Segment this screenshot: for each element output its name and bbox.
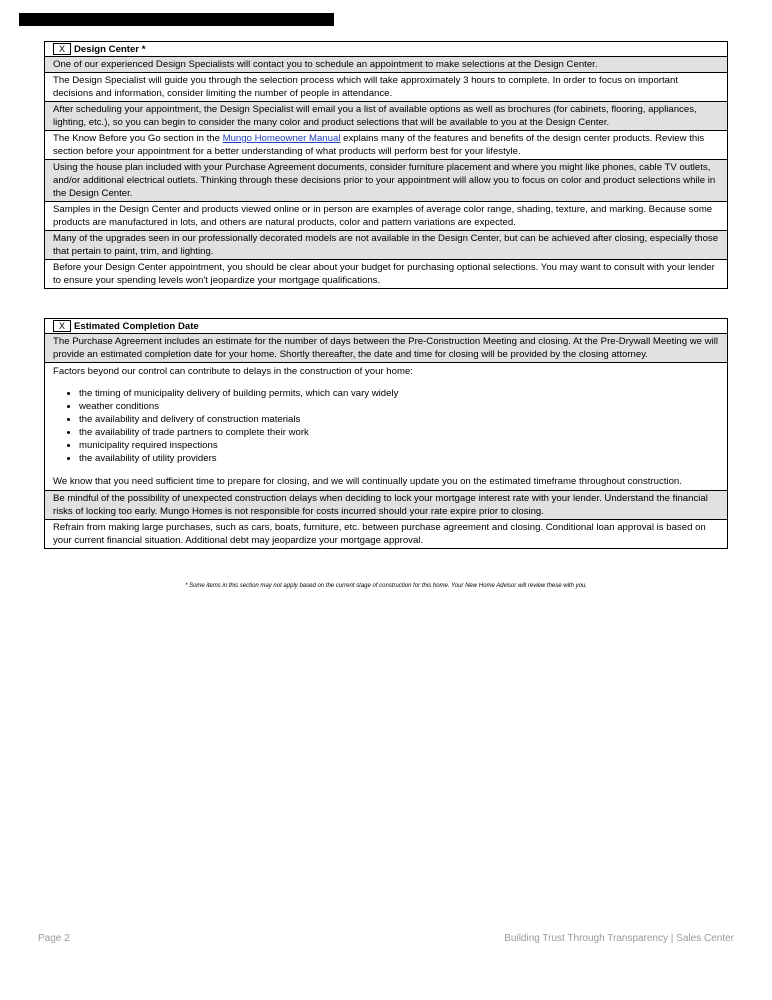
page-number: Page 2 — [38, 933, 70, 944]
design-center-header — [45, 42, 727, 56]
completion-header — [45, 319, 727, 333]
design-center-row: After scheduling your appointment, the Design Specialist will email you a list of available options as well as brochures (for cabinets, flooring, appliances, lighting, etc.), so you can begin to consider the many color and product selections that will be available to you at the Design Center. — [45, 101, 727, 130]
design-center-row: Before your Design Center appointment, you should be clear about your budget for purchasing optional selections. You may want to consult with your lender to ensure your spending levels won't jeopardize your mortgage qualifications. — [45, 259, 727, 288]
completion-row: Be mindful of the possibility of unexpected construction delays when deciding to lock your mortgage interest rate with your lender. Understand the financial risks of locking too early. Mungo Homes is not responsible for costs incurred should your rate expire prior to closing. — [45, 490, 727, 519]
completion-row: Refrain from making large purchases, such as cars, boats, furniture, etc. between purchase agreement and closing. Conditional loan approval is based on your current financial situation. Additional debt may jeopardize your mortgage approval. — [45, 519, 727, 548]
completion-row: The Purchase Agreement includes an estimate for the number of days between the Pre-Construction Meeting and closing. At the Pre-Drywall Meeting we will provide an estimated completion date for your home. Shortly thereafter, the date and time for closing will be provided by the closing attorney. — [45, 333, 727, 362]
list-item: • the availability of utility providers — [79, 452, 720, 465]
completion-title: Estimated Completion Date — [74, 320, 199, 332]
design-center-section — [44, 41, 728, 289]
list-item: • municipality required inspections — [79, 439, 720, 452]
factors-outro: We know that you need sufficient time to prepare for closing, and we will continually update you on the estimated timeframe throughout construction. — [53, 476, 682, 487]
redaction-bar — [19, 13, 334, 26]
list-item: • the availability and delivery of construction materials — [79, 413, 720, 426]
factors-intro: Factors beyond our control can contribute to delays in the construction of your home: — [53, 366, 413, 377]
footer-tagline: Building Trust Through Transparency | Sales Center — [504, 933, 734, 944]
design-center-row: One of our experienced Design Specialists will contact you to schedule an appointment to make selections at the Design Center. — [45, 56, 727, 72]
footnote: * Some items in this section may not apply based on the current stage of construction for this home. Your New Home Advisor will review these with you. — [185, 583, 587, 589]
factors-row — [45, 362, 727, 490]
design-center-row: The Design Specialist will guide you through the selection process which will take approximately 3 hours to complete. In order to focus on important decisions and information, consider limiting the number of people in attendance. — [45, 72, 727, 101]
completion-checkbox[interactable]: X — [53, 320, 71, 332]
design-center-manual-row — [45, 130, 727, 159]
design-center-row: Using the house plan included with your Purchase Agreement documents, consider furniture placement and where you might like phones, cable TV outlets, and/or additional electrical outlets. Thinking through these decisions prior to your appointment will allow you to focus on color and product selections while in the Design Center. — [45, 159, 727, 201]
factors-list — [53, 387, 720, 465]
list-item: • the timing of municipality delivery of building permits, which can vary widely — [79, 387, 720, 400]
manual-text-after: explains many of the features and benefits of the design center products. Review this section before your appointment for a better understanding of what products will perform best for your lifestyle. — [53, 133, 705, 157]
manual-text-before: The Know Before you Go section in the — [53, 133, 223, 144]
design-center-title: Design Center * — [74, 43, 146, 55]
homeowner-manual-link[interactable]: Mungo Homeowner Manual — [222, 133, 341, 144]
design-center-checkbox[interactable]: X — [53, 43, 71, 55]
design-center-row: Many of the upgrades seen in our professionally decorated models are not available in the Design Center, but can be achieved after closing, especially those that pertain to paint, trim, and lighting. — [45, 230, 727, 259]
list-item: • weather conditions — [79, 400, 720, 413]
design-center-row: Samples in the Design Center and products viewed online or in person are examples of average color range, shading, texture, and marking. Because some products are manufactured in lots, and others are natural products, color and pattern variations are expected. — [45, 201, 727, 230]
list-item: • the availability of trade partners to complete their work — [79, 426, 720, 439]
completion-date-section — [44, 318, 728, 549]
